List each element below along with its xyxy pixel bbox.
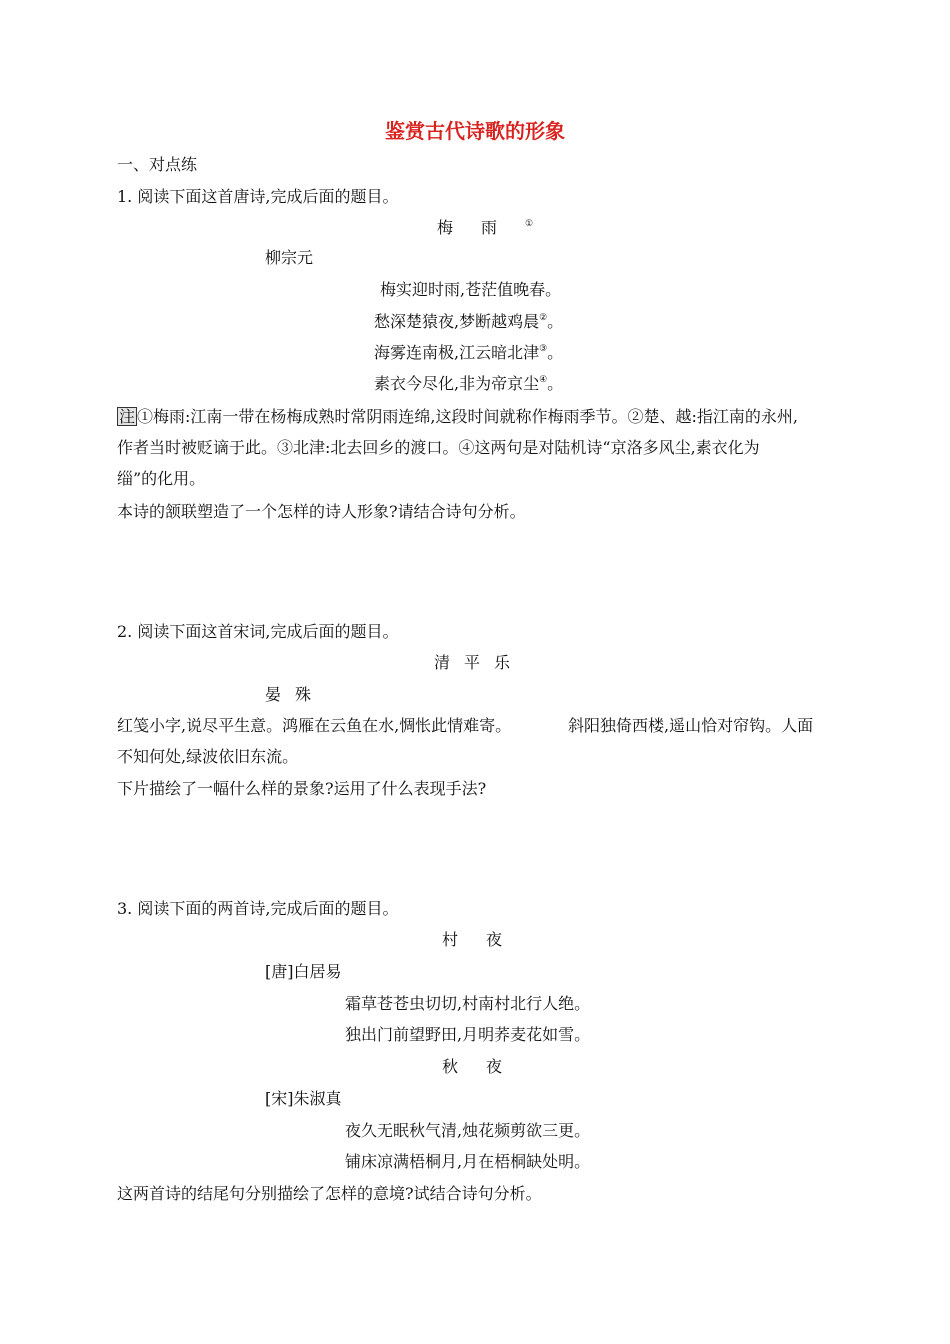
q1-line-2: 愁深楚猿夜,梦断越鸡晨②。 xyxy=(374,312,564,331)
q2-text-line-2: 不知何处,绿波依旧东流。 xyxy=(117,747,299,766)
note-label: 注 xyxy=(119,407,136,426)
q3-poem2-author: [宋]朱淑真 xyxy=(265,1089,342,1108)
q2-text-line-1a: 红笺小字,说尽平生意。鸿雁在云鱼在水,惆怅此情难寄。 xyxy=(117,716,512,735)
q3-poem1-line-1: 霜草苍苍虫切切,村南村北行人绝。 xyxy=(345,994,591,1013)
q3-poem2-line-2: 铺床凉满梧桐月,月在梧桐缺处明。 xyxy=(345,1152,591,1171)
q2-author: 晏殊 xyxy=(265,685,326,704)
q3-prompt: 3. 阅读下面的两首诗,完成后面的题目。 xyxy=(117,899,399,918)
footnote-mark: ③ xyxy=(539,344,548,354)
footnote-mark: ④ xyxy=(539,375,548,385)
q1-poem-title: 梅雨① xyxy=(437,218,562,237)
q1-prompt: 1. 阅读下面这首唐诗,完成后面的题目。 xyxy=(117,187,399,206)
q3-poem2-title: 秋夜 xyxy=(442,1057,531,1076)
q1-note-line-2: 作者当时被贬谪于此。③北津:北去回乡的渡口。④这两句是对陆机诗“京洛多风尘,素衣化为 xyxy=(117,438,760,457)
q1-note-line-1: 注 ①梅雨:江南一带在杨梅成熟时常阴雨连绵,这段时间就称作梅雨季节。②楚、越:指江南的永州, xyxy=(119,407,798,426)
q1-author: 柳宗元 xyxy=(265,248,314,267)
q2-question: 下片描绘了一幅什么样的景象?运用了什么表现手法? xyxy=(117,779,487,798)
q3-poem2-line-1: 夜久无眠秋气清,烛花频剪欲三更。 xyxy=(345,1121,591,1140)
q1-note-line-3: 缁”的化用。 xyxy=(117,469,206,488)
q1-line-4: 素衣今尽化,非为帝京尘④。 xyxy=(374,374,564,393)
page-title: 鉴赏古代诗歌的形象 xyxy=(385,119,565,143)
q2-prompt: 2. 阅读下面这首宋词,完成后面的题目。 xyxy=(117,622,399,641)
q2-poem-title: 清平乐 xyxy=(434,653,525,672)
q2-text-line-1b: 斜阳独倚西楼,遥山恰对帘钩。人面 xyxy=(568,716,814,735)
q3-question: 这两首诗的结尾句分别描绘了怎样的意境?试结合诗句分析。 xyxy=(117,1184,542,1203)
q3-poem1-title: 村夜 xyxy=(442,930,531,949)
section-heading: 一、对点练 xyxy=(117,155,198,174)
footnote-mark: ① xyxy=(525,219,562,229)
q1-line-3: 海雾连南极,江云暗北津③。 xyxy=(374,343,564,362)
q1-question: 本诗的颔联塑造了一个怎样的诗人形象?请结合诗句分析。 xyxy=(117,502,526,521)
footnote-mark: ② xyxy=(539,313,548,323)
q3-poem1-author: [唐]白居易 xyxy=(265,962,342,981)
q3-poem1-line-2: 独出门前望野田,月明荞麦花如雪。 xyxy=(345,1025,591,1044)
q1-line-1: 梅实迎时雨,苍茫值晚春。 xyxy=(380,280,562,299)
